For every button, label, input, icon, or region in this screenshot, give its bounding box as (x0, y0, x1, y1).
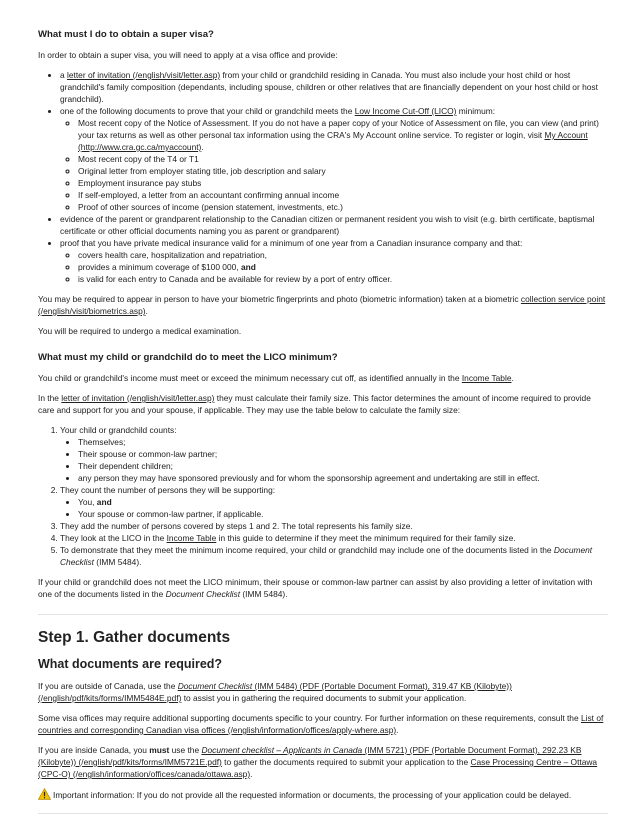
list-item: 5. To demonstrate that they meet the minimum income required, your child or grandchild may include one of the documents listed in the Document Checklist (IMM 5484). (60, 544, 608, 568)
list-item: ◦ provides a minimum coverage of $100 000, and (78, 261, 608, 273)
list-item: 3. They add the number of persons covered by steps 1 and 2. The total represents his family size. (60, 520, 608, 532)
checklist-in-canada-link[interactable]: Document checklist – Applicants in Canada (IMM 5721) (PDF (Portable Document Format), 292.23 KB (Kilobyte)) (/english/pdf/kits/forms/IMM5721E.pdf) (38, 745, 582, 767)
letter-of-invitation-link-2[interactable]: letter of invitation (/english/visit/letter.asp) (61, 393, 215, 403)
family-size-paragraph: In the letter of invitation (/english/visit/letter.asp) they must calculate their family size. This factor determines the amount of income required to provide care and support for you and your spouse, if applicable. They may use the table below to calculate the family size: (38, 393, 591, 415)
divider (38, 614, 608, 615)
inside-canada-paragraph: If you are inside Canada, you must use the Document checklist – Applicants in Canada (IMM 5721) (PDF (Portable Document Format), 292.23 KB (Kilobyte)) (/english/pdf/kits/forms/IMM5721E.pdf) to gather the documents required to submit your application to the Case Processing Centre – Ottawa (CPC-O) (/english/information/offices/canada/ottawa.asp). (38, 745, 598, 779)
list-item: 2. They count the number of persons they will be supporting: • You, and • Your spouse or common-law partner, if applicable. (60, 484, 608, 520)
intro-paragraph: In order to obtain a super visa, you will need to apply at a visa office and provide: (38, 50, 338, 60)
list-item: ◦ Employment insurance pay stubs (78, 177, 608, 189)
list-item: • You, and (78, 496, 608, 508)
list-item: • proof that you have private medical insurance valid for a minimum of one year from a Canadian insurance company and that: ◦ covers health care, hospitalization and repatriation, ◦ provides a minimum coverage of $100 000, and ◦ is valid for each entry to Canada and be available for review by a port of entry officer. (60, 237, 608, 285)
requirements-list (38, 69, 608, 285)
biometrics-paragraph: You may be required to appear in person to have your biometric fingerprints and photo (biometric information) taken at a biometric collection service point (/english/visit/biometrics.asp). (38, 294, 606, 316)
document-checklist-link[interactable]: Document Checklist (IMM 5484) (PDF (Portable Document Format), 319.47 KB (Kilobyte)) (/english/pdf/kits/forms/IMM5484E.pdf) (38, 681, 512, 703)
counts-list (60, 436, 608, 484)
list-item: ◦ Original letter from employer stating title, job description and salary (78, 165, 608, 177)
list-item: • Your spouse or common-law partner, if applicable. (78, 508, 608, 520)
list-item: • a letter of invitation (/english/visit/letter.asp) from your child or grandchild residing in Canada. You must also include your host child or host grandchild's family composition (dependants, including spouse, children or other relatives that are financially dependent on your host child or host grandchild). (60, 69, 608, 105)
my-account-link[interactable]: My Account (http://www.cra.gc.ca/myaccount) (78, 130, 588, 152)
list-item: • Their spouse or common-law partner; (78, 448, 608, 460)
lico-assist-paragraph: If your child or grandchild does not meet the LICO minimum, their spouse or common-law partner can assist by also providing a letter of invitation with one of the documents listed in the Document Checklist (IMM 5484). (38, 577, 593, 599)
list-item: ◦ Most recent copy of the T4 or T1 (78, 153, 608, 165)
list-item: ◦ covers health care, hospitalization and repatriation, (78, 249, 608, 261)
outside-canada-paragraph: If you are outside of Canada, use the Document Checklist (IMM 5484) (PDF (Portable Document Format), 319.47 KB (Kilobyte)) (/english/pdf/kits/forms/IMM5484E.pdf) to assist you in gathering the required documents to submit your application. (38, 681, 512, 703)
section-title-lico: What must my child or grandchild do to meet the LICO minimum? (38, 352, 338, 363)
medical-paragraph: You will be required to undergo a medical examination. (38, 326, 242, 336)
collection-service-point-link[interactable]: collection service point (/english/visit/biometrics.asp) (38, 294, 606, 316)
income-table-link-2[interactable]: Income Table (166, 533, 217, 543)
lico-paragraph: You child or grandchild's income must meet or exceed the minimum necessary cut off, as identified annually in the Income Table. (38, 373, 514, 383)
list-item: ◦ Most recent copy of the Notice of Assessment. If you do not have a paper copy of your Notice of Assessment on file, you can view (and print) your tax returns as well as other personal tax information using the CRA's My Account online service. To register or login, visit My Account (http://www.cra.gc.ca/myaccount). (78, 117, 608, 153)
insurance-list (60, 249, 608, 285)
section-title-obtain: What must I do to obtain a super visa? (38, 29, 214, 40)
list-item: ◦ is valid for each entry to Canada and be available for review by a port of entry officer. (78, 273, 608, 285)
family-size-steps (38, 424, 608, 568)
letter-of-invitation-link[interactable]: letter of invitation (/english/visit/letter.asp) (67, 70, 221, 80)
warning-triangle-icon (38, 788, 51, 803)
cpc-ottawa-link[interactable]: Case Processing Centre – Ottawa (CPC-O) (/english/information/offices/canada/ottawa.asp) (38, 757, 598, 779)
visa-offices-paragraph: Some visa offices may require additional supporting documents specific to your country. For further information on these requirements, consult the List of countries and corresponding Canadian visa offices (/english/information/offices/apply-where.asp). (38, 713, 604, 735)
income-documents-list (60, 117, 608, 213)
list-item: 1. Your child or grandchild counts: • Themselves; • Their spouse or common-law partner; • Their dependent children; • any person they may have sponsored previously and for whom the sponsorship agreement and undertaking are still in effect. (60, 424, 608, 484)
list-item: • one of the following documents to prove that your child or grandchild meets the Low Income Cut-Off (LICO) minimum: ◦ Most recent copy of the Notice of Assessment. If you do not have a paper copy of your Notice of Assessment on file, you can view (and print) your tax returns as well as other personal tax information using the CRA's My Account online service. To register or login, visit My Account (http://www.cra.gc.ca/myaccount). ◦ Most recent copy of the T4 or T1 ◦ Original letter from employer stating title, job description and salary ◦ Employment insurance pay stubs ◦ If self-employed, a letter from an accountant confirming annual income ◦ Proof of other sources of income (pension statement, investments, etc.) (60, 105, 608, 213)
income-table-link[interactable]: Income Table (461, 373, 512, 383)
supporting-list (60, 496, 608, 520)
lico-link[interactable]: Low Income Cut-Off (LICO) (354, 106, 457, 116)
list-item: 4. They look at the LICO in the Income Table in this guide to determine if they meet the minimum required for their family size. (60, 532, 608, 544)
documents-required-heading: What documents are required? (38, 657, 223, 671)
list-item: ◦ If self-employed, a letter from an accountant confirming annual income (78, 189, 608, 201)
step-1-heading: Step 1. Gather documents (38, 629, 231, 646)
divider-bottom (38, 813, 608, 814)
list-item: • Their dependent children; (78, 460, 608, 472)
list-item: • Themselves; (78, 436, 608, 448)
important-information: Important information: If you do not provide all the requested information or documents, the processing of your application could be delayed. (38, 788, 608, 803)
list-item: ◦ Proof of other sources of income (pension statement, investments, etc.) (78, 201, 608, 213)
list-item: • evidence of the parent or grandparent relationship to the Canadian citizen or permanent resident you wish to visit (e.g. birth certificate, baptismal certificate or other official documents naming you as parent or grandparent) (60, 213, 608, 237)
list-item: • any person they may have sponsored previously and for whom the sponsorship agreement and undertaking are still in effect. (78, 472, 608, 484)
visa-offices-link[interactable]: List of countries and corresponding Canadian visa offices (/english/information/offices/apply-where.asp) (38, 713, 604, 735)
